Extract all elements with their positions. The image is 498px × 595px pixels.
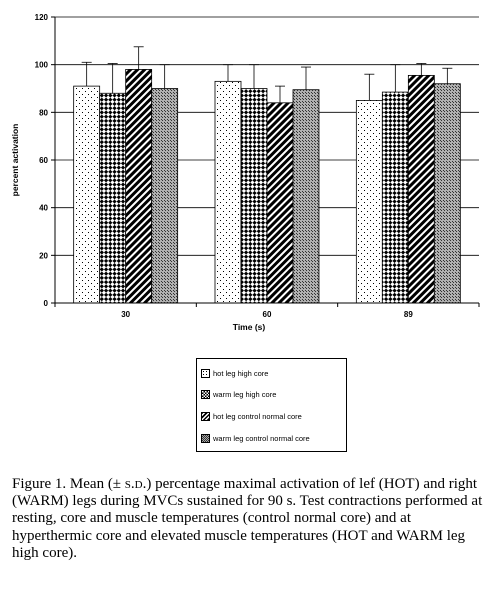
legend — [196, 358, 347, 452]
bar — [434, 84, 460, 303]
legend-swatch — [201, 390, 210, 399]
legend-label: hot leg control normal core — [213, 411, 302, 421]
x-axis-title: Time (s) — [232, 322, 266, 332]
y-tick-label: 120 — [34, 13, 48, 22]
bar — [126, 69, 152, 303]
figure-caption — [12, 476, 490, 562]
caption-prefix: Figure 1. Mean (± — [12, 476, 125, 492]
x-tick-label: 60 — [262, 310, 272, 319]
bar — [241, 89, 267, 304]
bars — [74, 69, 461, 303]
bar — [215, 81, 241, 303]
bar — [382, 92, 408, 303]
legend-swatch — [201, 369, 210, 378]
legend-label: warm leg high core — [213, 389, 277, 399]
y-tick-label: 20 — [39, 251, 48, 261]
y-tick-label: 80 — [39, 108, 48, 118]
legend-item — [201, 367, 268, 379]
bar — [267, 103, 293, 303]
bar — [408, 75, 434, 303]
bar — [74, 86, 100, 303]
y-tick-label: 100 — [34, 60, 48, 70]
bar — [356, 100, 382, 303]
legend-item — [201, 410, 302, 422]
caption-sd: s.d. — [124, 476, 147, 492]
bar — [293, 90, 319, 303]
legend-item — [201, 388, 276, 400]
legend-label: hot leg high core — [213, 368, 269, 378]
x-tick-label: 30 — [121, 310, 131, 319]
legend-swatch — [201, 412, 210, 421]
y-tick-label: 60 — [39, 156, 48, 165]
y-tick-label: 0 — [43, 299, 48, 308]
bar — [100, 93, 126, 303]
y-axis-title: percent activation — [10, 123, 20, 197]
y-tick-label: 40 — [39, 203, 48, 213]
x-tick-label: 89 — [403, 310, 413, 319]
bar — [152, 89, 178, 304]
legend-label: warm leg control normal core — [213, 433, 310, 443]
caption-text: ) percentage maximal activation of lef (HOT) and right (WARM) legs during MVCs sustained for 90 s. Test contractions performed at resting, core and muscle temperatures (control normal core) and at hyperthermic core and elevated muscle temperatures (HOT and WARM leg high core). — [12, 476, 483, 561]
legend-swatch — [201, 434, 210, 443]
legend-item — [201, 432, 310, 444]
